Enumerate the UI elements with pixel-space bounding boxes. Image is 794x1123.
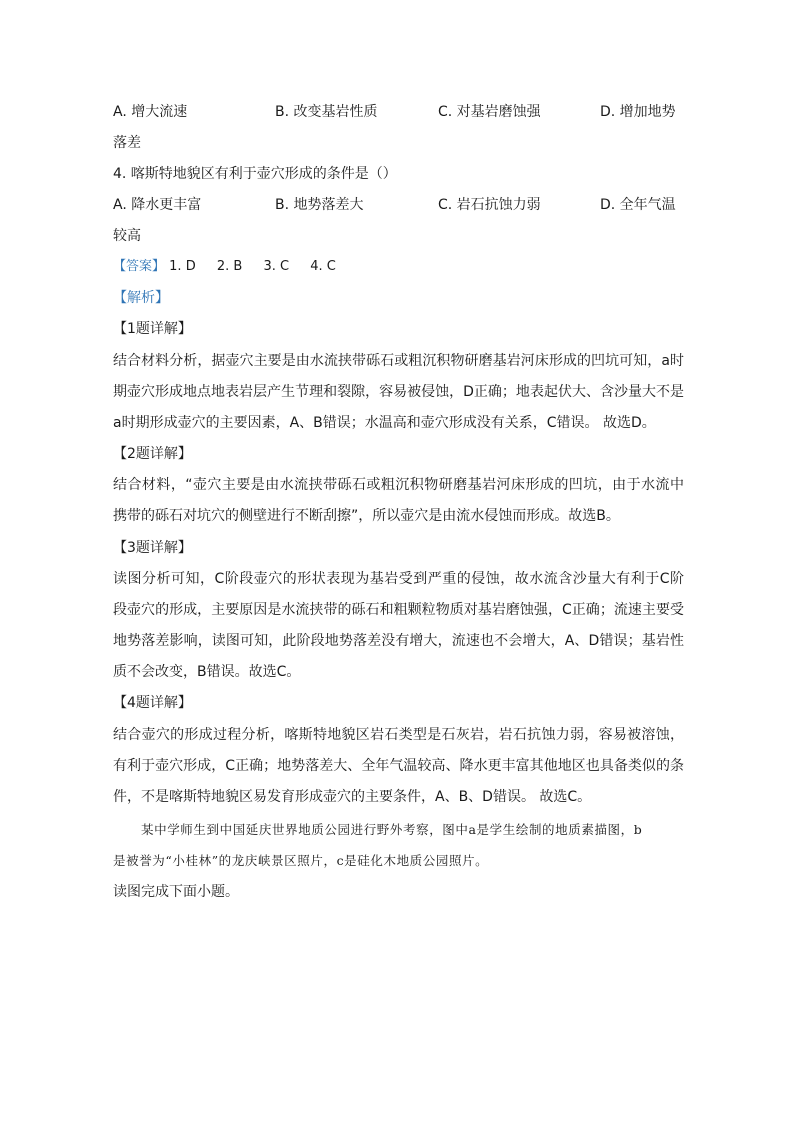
q3-option-d: D. 增加地势 (600, 104, 676, 120)
q4-option-d-continued: 较高 (113, 228, 141, 244)
detail-2-line-2: 携带的砾石对坑穴的侧壁进行不断刮擦”，所以壶穴是由流水侵蚀而形成。故选B。 (113, 508, 620, 524)
q4-option-c: C. 岩石抗蚀力弱 (438, 197, 541, 213)
answer-row (113, 257, 684, 277)
q3-option-b: B. 改变基岩性质 (275, 104, 378, 120)
q3-option-a: A. 增大流速 (113, 104, 188, 120)
answer-item-1: 1. D (169, 259, 196, 274)
detail-4-line-3: 件，不是喀斯特地貌区易发育形成壶穴的主要条件，A、B、D错误。 故选C。 (113, 789, 592, 805)
detail-2-title: 【2题详解】 (113, 446, 192, 462)
detail-1-title: 【1题详解】 (113, 321, 192, 337)
analysis-label: 【解析】 (113, 290, 169, 306)
material-line-1: 某中学师生到中国延庆世界地质公园进行野外考察，图中a是学生绘制的地质素描图，b (141, 822, 643, 837)
q4-option-a: A. 降水更丰富 (113, 197, 202, 213)
detail-4-line-1: 结合壶穴的形成过程分析，喀斯特地貌区岩石类型是石灰岩，岩石抗蚀力弱，容易被溶蚀， (113, 727, 684, 743)
q3-option-d-continued: 落差 (113, 135, 141, 151)
q4-option-b: B. 地势落差大 (275, 197, 364, 213)
material-line-2: 是被誉为“小桂林”的龙庆峡景区照片，c是硅化木地质公园照片。 (113, 853, 489, 868)
instruction: 读图完成下面小题。 (113, 884, 239, 900)
answer-item-2: 2. B (216, 259, 243, 274)
detail-4-title: 【4题详解】 (113, 695, 192, 711)
detail-1-line-3: a时期形成壶穴的主要因素，A、B错误；水温高和壶穴形成没有关系，C错误。 故选D。 (113, 415, 656, 431)
detail-3-title: 【3题详解】 (113, 540, 192, 556)
detail-3-line-3: 地势落差影响，读图可知，此阶段地势落差没有增大，流速也不会增大，A、D错误；基岩性 (113, 633, 684, 649)
detail-4-line-2: 有利于壶穴形成，C正确；地势落差大、全年气温较高、降水更丰富其他地区也具备类似的条 (113, 758, 684, 774)
q4-option-d: D. 全年气温 (600, 197, 676, 213)
answer-item-4: 4. C (310, 259, 336, 274)
detail-3-line-2: 段壶穴的形成，主要原因是水流挟带的砾石和粗颗粒物质对基岩磨蚀强，C正确；流速主要受 (113, 602, 684, 618)
answer-item-3: 3. C (263, 259, 290, 274)
answer-label: 【答案】 (113, 259, 166, 274)
detail-3-line-4: 质不会改变，B错误。故选C。 (113, 664, 301, 680)
q3-option-c: C. 对基岩磨蚀强 (438, 104, 541, 120)
detail-1-line-2: 期壶穴形成地点地表岩层产生节理和裂隙，容易被侵蚀，D正确；地表起伏大、含沙量大不是 (113, 384, 684, 400)
q4-stem: 4. 喀斯特地貌区有利于壶穴形成的条件是（） (113, 166, 397, 182)
detail-1-line-1: 结合材料分析，据壶穴主要是由水流挟带砾石或粗沉积物研磨基岩河床形成的凹坑可知，a时 (113, 353, 684, 369)
detail-2-line-1: 结合材料，“壶穴主要是由水流挟带砾石或粗沉积物研磨基岩河床形成的凹坑，由于水流中 (113, 477, 684, 493)
detail-3-line-1: 读图分析可知，C阶段壶穴的形状表现为基岩受到严重的侵蚀，故水流含沙量大有利于C阶 (113, 571, 684, 587)
